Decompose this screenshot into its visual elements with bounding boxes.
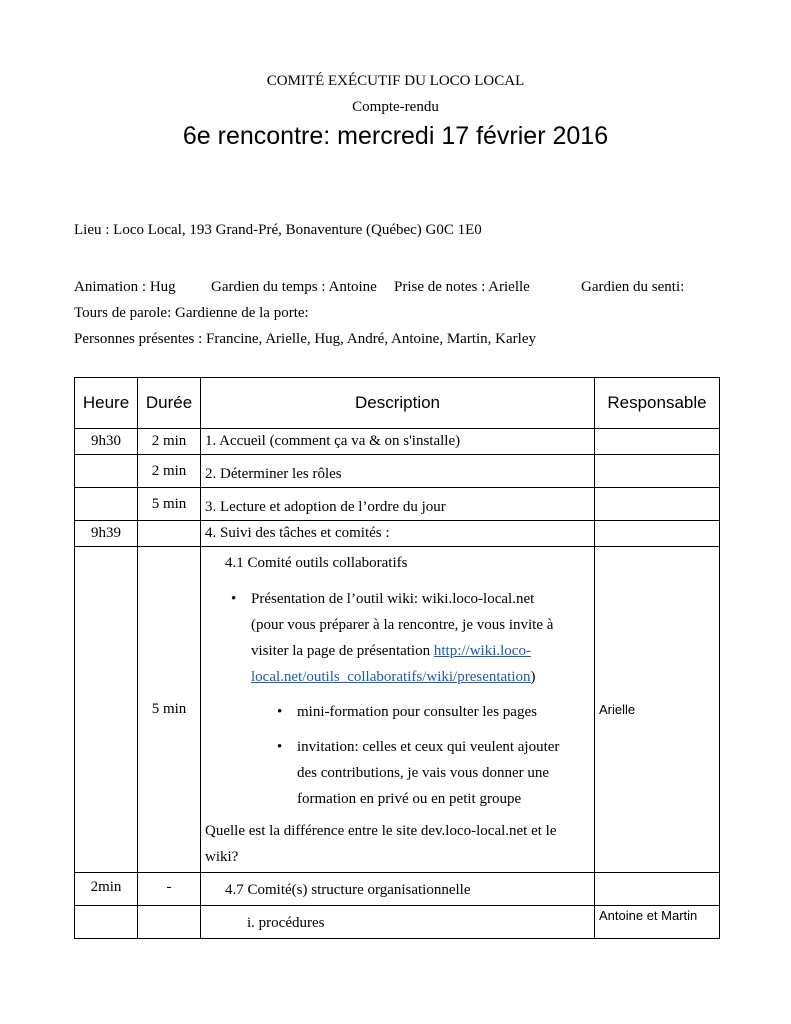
table-row [75, 488, 720, 521]
roles-line [74, 279, 714, 299]
cell-duree: 5 min [138, 488, 201, 521]
bullet-text-with-link [251, 664, 590, 690]
subsection-title: 4.1 Comité outils collaboratifs [225, 555, 408, 571]
cell-heure: 9h39 [75, 521, 138, 547]
cell-description: 4. Suivi des tâches et comités : [201, 521, 595, 547]
sub-bullet-text: invitation: celles et ceux qui veulent ajouter [297, 739, 560, 755]
list-item [205, 586, 590, 690]
bullet-icon: • [277, 739, 283, 755]
cell-heure [75, 547, 138, 873]
question-line: wiki? [205, 849, 239, 865]
cell-responsable [595, 455, 720, 488]
bullet-icon: • [231, 591, 237, 607]
cell-responsable [595, 521, 720, 547]
wiki-presentation-link-continued[interactable]: local.net/outils_collaboratifs/wiki/presentation [251, 669, 531, 685]
header-heure: Heure [75, 378, 138, 429]
cell-heure [75, 906, 138, 939]
cell-description: 2. Déterminer les rôles [201, 455, 595, 488]
role-animation: Animation : Hug [74, 279, 176, 295]
bullet-text: visiter la page de présentation [251, 643, 434, 659]
cell-heure: 2min [75, 873, 138, 906]
cell-duree: 5 min [138, 547, 201, 873]
question-line: Quelle est la différence entre le site dev.loco-local.net et le [205, 823, 557, 839]
bullet-icon: • [277, 704, 283, 720]
attendees: Personnes présentes : Francine, Arielle, Hug, André, Antoine, Martin, Karley [74, 331, 536, 347]
bullet-text: Présentation de l’outil wiki: wiki.loco-local.net [251, 591, 535, 607]
table-row [75, 455, 720, 488]
table-row [75, 521, 720, 547]
cell-duree: 2 min [138, 429, 201, 455]
sub-bullet-text: des contributions, je vais vous donner une [297, 765, 550, 781]
cell-duree: 2 min [138, 455, 201, 488]
list-item [205, 734, 590, 812]
table-row [75, 547, 720, 873]
cell-responsable [595, 873, 720, 906]
list-item [205, 699, 590, 725]
meeting-title: 6e rencontre: mercredi 17 février 2016 [182, 122, 609, 150]
role-prise-notes: Prise de notes : Arielle [394, 279, 530, 295]
cell-description: 3. Lecture et adoption de l’ordre du jour [201, 488, 595, 521]
agenda-table [74, 377, 720, 939]
wiki-presentation-link[interactable]: http://wiki.loco- [433, 643, 531, 659]
cell-description: 4.7 Comité(s) structure organisationnelle [201, 873, 595, 906]
cell-duree [138, 906, 201, 939]
table-row [75, 906, 720, 939]
table-row [75, 429, 720, 455]
cell-heure [75, 488, 138, 521]
table-row [75, 873, 720, 906]
header-duree: Durée [138, 378, 201, 429]
sub-bullet-text: mini-formation pour consulter les pages [297, 704, 537, 720]
organization-heading: COMITÉ EXÉCUTIF DU LOCO LOCAL [266, 73, 525, 89]
bullet-text: ) [530, 669, 536, 685]
cell-description [201, 547, 595, 873]
role-gardien-senti: Gardien du senti: [581, 279, 685, 295]
cell-duree [138, 521, 201, 547]
sub-bullet-text: formation en privé ou en petit groupe [297, 791, 522, 807]
cell-duree: - [138, 873, 201, 906]
cell-heure: 9h30 [75, 429, 138, 455]
cell-responsable: Arielle [595, 547, 720, 873]
cell-responsable [595, 429, 720, 455]
question-text [205, 818, 590, 870]
bullet-text: (pour vous préparer à la rencontre, je vous invite à [251, 617, 554, 633]
header-description: Description [201, 378, 595, 429]
cell-description: i. procédures [201, 906, 595, 939]
cell-responsable [595, 488, 720, 521]
document-type: Compte-rendu [352, 99, 439, 115]
bullet-text-with-link [251, 638, 590, 664]
meeting-location: Lieu : Loco Local, 193 Grand-Pré, Bonaventure (Québec) G0C 1E0 [74, 222, 482, 238]
table-header-row [75, 378, 720, 429]
tours-de-parole: Tours de parole: Gardienne de la porte: [74, 305, 309, 321]
cell-description: 1. Accueil (comment ça va & on s'installe) [201, 429, 595, 455]
header-responsable: Responsable [595, 378, 720, 429]
cell-responsable: Antoine et Martin [595, 906, 720, 939]
cell-heure [75, 455, 138, 488]
role-gardien-temps: Gardien du temps : Antoine [211, 279, 377, 295]
